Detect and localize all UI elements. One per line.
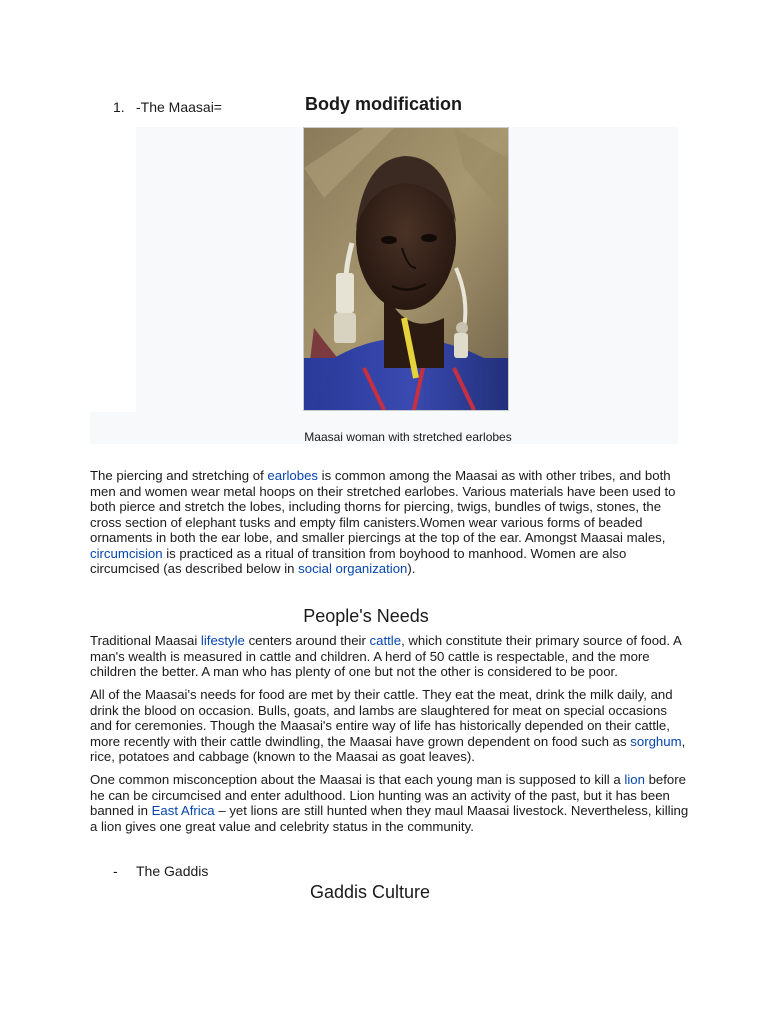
text-span: The piercing and stretching of xyxy=(90,468,268,483)
link-cattle[interactable]: cattle xyxy=(369,633,402,648)
link-lifestyle[interactable]: lifestyle xyxy=(200,633,245,648)
text-span: ). xyxy=(407,561,416,576)
paragraph-body-modification xyxy=(90,468,690,577)
text-span: , which constitute their primary source of food. A man's wealth is measured in cattle and children. A herd of 50 cattle is respectable, and the more children the better. A man who has plenty of one but not the other is considered to be poor. xyxy=(90,633,682,679)
text-span: , rice, potatoes and cabbage (known to the Maasai as goat leaves). xyxy=(90,733,686,764)
text-span: All of the Maasai's needs for food are met by their cattle. They eat the meat, drink the milk daily, and drink the blood on occasion. Bulls, goats, and lambs are slaughtered for meat on special occasions and for ceremonies. Though the Maasai's entire way of life has historically depended on their cattle, more recently with their cattle dwindling, the Maasai have grown dependent on food such as xyxy=(90,687,673,749)
figure-caption: Maasai woman with stretched earlobes xyxy=(304,430,512,444)
text-span: Traditional Maasai xyxy=(90,633,201,648)
paragraph-food xyxy=(90,687,690,765)
link-circumcision[interactable]: circumcision xyxy=(90,545,163,561)
text-span: is common among the Maasai as with other tribes, and both men and women wear metal hoops on their stretched earlobes. Various materials have been used to both pierce and stretch the lobes, including thorns for piercing, twigs, bundles of twigs, stones, the cross section of elephant tusks and empty film canisters.Women wear various forms of beaded ornaments in both the ear lobe, and smaller piercings at the top of the ear. Amongst Maasai males, xyxy=(90,468,676,545)
link-east-africa[interactable]: East Africa xyxy=(151,803,215,818)
list-item-maasai: -The Maasai= xyxy=(136,99,222,115)
paragraph-lifestyle xyxy=(90,633,690,680)
list-number: 1. xyxy=(113,99,125,115)
list-dash-marker: - xyxy=(113,863,118,879)
link-social-organization[interactable]: social organization xyxy=(298,561,408,576)
text-span: One common misconception about the Maasai is that each young man is supposed to kill a xyxy=(90,772,625,787)
link-earlobes[interactable]: earlobes xyxy=(267,468,318,483)
text-span: centers around their xyxy=(244,633,370,648)
maasai-woman-photo[interactable] xyxy=(303,127,509,411)
list-item-gaddis: The Gaddis xyxy=(136,863,209,879)
portrait-photo-icon xyxy=(304,128,508,410)
gaddis-culture-heading: Gaddis Culture xyxy=(309,882,431,902)
paragraph-lion-hunting xyxy=(90,772,690,834)
text-span: – yet lions are still hunted when they maul Maasai livestock. Nevertheless, killing a lion gives one great value and celebrity status in the community. xyxy=(90,803,689,834)
text-span: before he can be circumcised and enter adulthood. Lion hunting was an activity of the past, but it has been banned in xyxy=(90,772,686,818)
text-span: is practiced as a ritual of transition from boyhood to manhood. Women are also circumcised (as described below in xyxy=(90,545,627,576)
link-sorghum[interactable]: sorghum xyxy=(630,733,682,749)
link-lion[interactable]: lion xyxy=(624,772,645,787)
peoples-needs-heading: People's Needs xyxy=(303,606,429,626)
body-modification-heading: Body modification xyxy=(305,94,462,114)
